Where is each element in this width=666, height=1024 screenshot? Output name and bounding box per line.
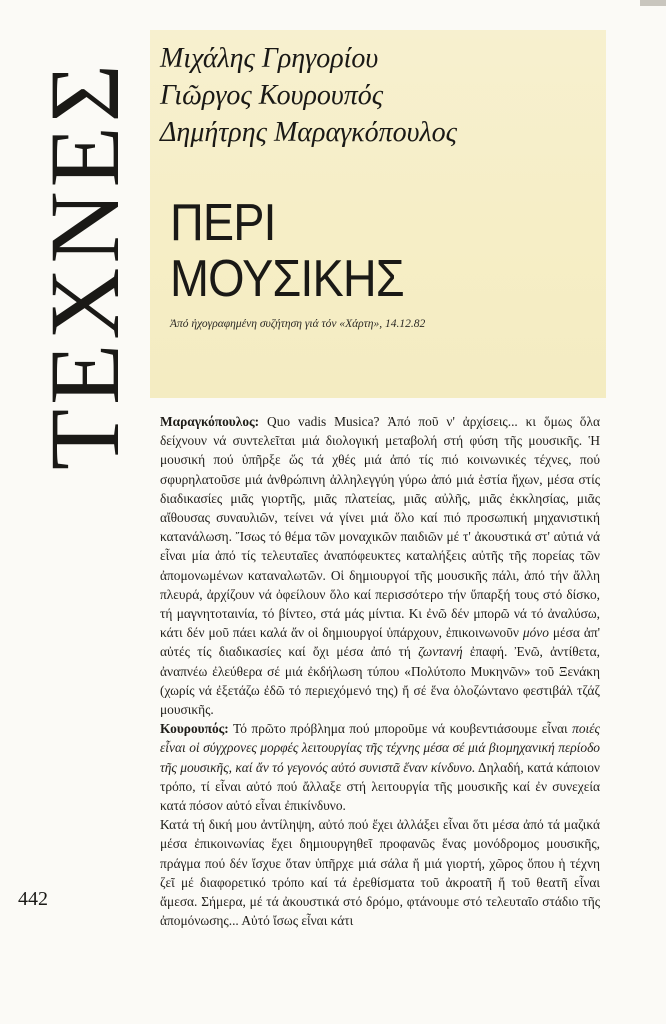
emphasized-text: ζωντανή	[418, 644, 463, 660]
page-number: 442	[18, 888, 48, 910]
emphasized-text: μόνο	[522, 625, 549, 641]
article-title-line: ΠΕΡΙ	[170, 194, 276, 252]
article-paragraph	[160, 815, 600, 930]
section-title-container	[30, 40, 140, 490]
body-text: Quo vadis Musica? Ἀπό ποῦ ν' ἀρχίσεις... κι ὅμως ὅλα δείχνουν νά συντελεῖται μιά διολογική μεταβολή στή φύση τῆς μουσικῆς. Ἡ μουσική πού ὑπῆρξε ὥς τά χθές μιά ἀπό τίς πιό κοινωνικές τέχνες, πού σφυρηλατοῦσε μιά ἀνθρώπινη ἀλληλεγγύη γύρω ἀπό μιά ἑστία ἤχων, μέσα στίς διαδικασίες μιᾶς γιορτῆς, μιᾶς πλατείας, μιᾶς αὐλῆς, μιᾶς ἐκκλησίας, μιᾶς αἴθουσας συναυλιῶν, τείνει νά γίνει μιά ὅλο καί πιό προσωπική μηχανιστική κατανάλωση. Ἴσως τό θέμα τῶν μοναχικῶν παιδιῶν μέ τ' ἀκουστικά στ' αὐτιά νά εἶναι μία ἀπό τίς τελευταῖες ἀναπόφευκτες καταλήξεις αὐτῆς τῆς πορείας τῶν ἀπομονωμένων καταναλωτῶν. Οἱ δημιουργοί τῆς μουσικῆς πάλι, ἀπό τήν ἄλλη πλευρά, ἀρχίζουν νά ὀφείλουν ὅλο καί περισσότερο τήν ὕπαρξή τους στό δίσκο, τή μαγνητοταινία, τό βίντεο, στά μάς μίντια. Κι ἐνῶ δέν μπορῶ νά τό ἀναλύσω, κάτι δέν μοῦ πάει καλά ἄν οἱ δημιουργοί ὑπάρχουν, ἐπικοινωνοῦν	[160, 414, 601, 641]
author-name: Γιῶργος Κουρουπός	[160, 80, 384, 111]
author-name: Μιχάλης Γρηγορίου	[160, 43, 379, 74]
author-name: Δημήτρης Μαραγκόπουλος	[160, 117, 457, 148]
body-text: Κατά τή δική μου ἀντίληψη, αὐτό πού ἔχει ἀλλάξει εἶναι ὅτι μέσα ἀπό τά μαζικά μέσα ἐπικοινωνίας ἔχει δημιουργηθεῖ προφανῶς ἕνας μονόδρομος μουσικῆς, πράγμα πού δέν ἴσχυε ὅταν ὑπῆρχε μιά σάλα ἤ μιά γιορτή, χῶρος ὅπου ἡ τέχνη ζεῖ μέ διαφορετικό τρόπο καί τά ἐρεθίσματα τοῦ ἀκροατῆ ἤ τοῦ θεατῆ εἶναι ἄμεσα. Σήμερα, μέ τά ἀκουστικά στό δρόμο, φτάνουμε στό τελευταῖο στάδιο τῆς ἀπομόνωσης... Αὐτό ἴσως εἶναι κάτι	[160, 817, 600, 929]
article-title	[170, 195, 557, 307]
body-text: μέσα ἀπ' αὐτές τίς διαδικασίες καί ὄχι μέσα ἀπό τή	[160, 625, 601, 660]
article-subtitle: Ἀπό ἠχογραφημένη συζήτηση γιά τόν «Χάρτη», 14.12.82	[170, 318, 426, 330]
section-title: ΤΕΧΝΕΣ	[29, 60, 140, 470]
author-list	[160, 40, 600, 151]
speaker-name: Κουρουπός:	[160, 721, 229, 737]
article-paragraph	[160, 412, 600, 719]
emphasized-text: ποιές εἶναι οἱ σύγχρονες μορφές λειτουργίας τῆς τέχνης μέσα σέ μιά βιομηχανική περίοδο τῆς μουσικῆς, καί ἄν τό γεγονός αὐτό συνιστᾶ ἕναν κίνδυνο.	[160, 721, 600, 775]
article-title-line: ΜΟΥΣΙΚΗΣ	[170, 250, 404, 308]
body-text: ἐπαφή. Ἐνῶ, ἀντίθετα, ἀναπνέω ἐλεύθερα σέ μιά ἐκδήλωση τύπου «Πολύτοπο Μυκηνῶν» τοῦ Ξενάκη (χωρίς νά ἐξετάζω ἐδῶ τό περιεχόμενό της) ἤ σέ ἕνα ὁλοζώντανο φεστιβάλ τζάζ μουσικῆς.	[160, 644, 600, 718]
speaker-name: Μαραγκόπουλος:	[160, 414, 260, 429]
scan-edge-mark	[640, 0, 666, 6]
body-text: Δηλαδή, κατά κάποιον τρόπο, τί εἶναι αὐτό πού ἄλλαξε στή λειτουργία τῆς μουσικῆς καί ἐν συνεχεία κατά πόσον αὐτό εἶναι ἐπικίνδυνο.	[160, 759, 600, 814]
article-body	[160, 412, 600, 930]
body-text: Τό πρῶτο πρόβλημα πού μποροῦμε νά κουβεντιάσουμε εἶναι	[233, 721, 573, 737]
article-paragraph	[160, 719, 600, 815]
